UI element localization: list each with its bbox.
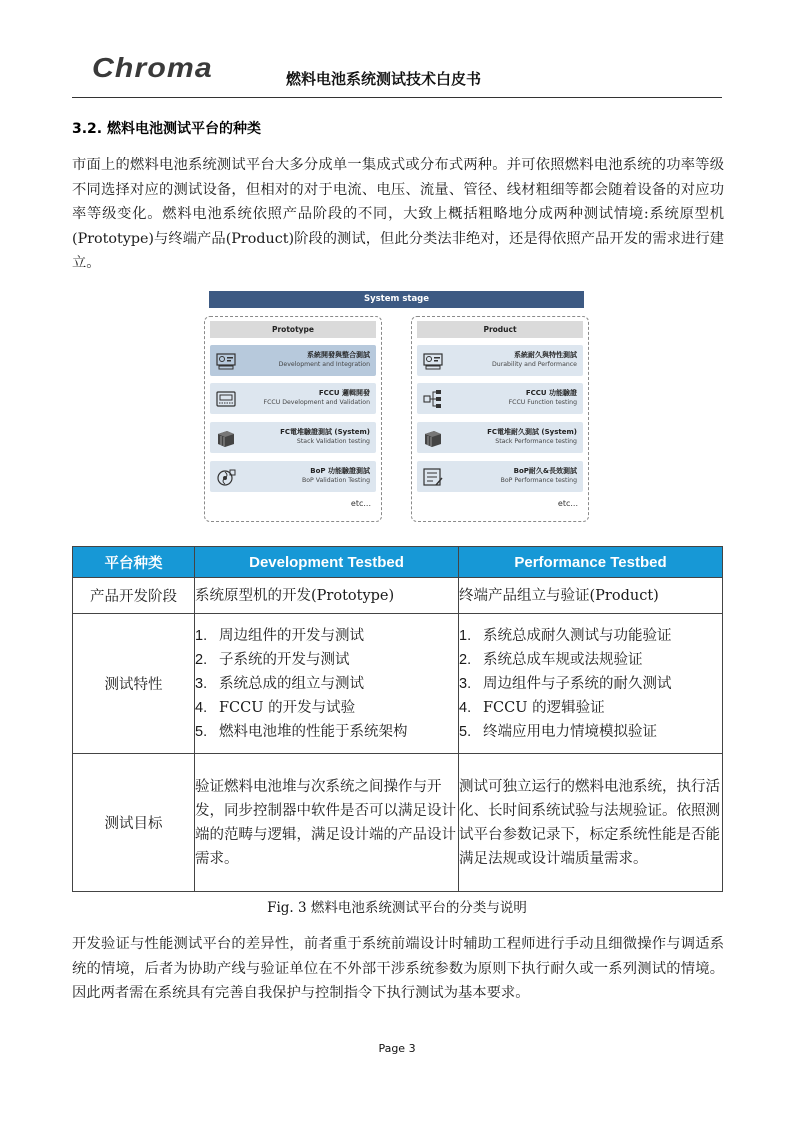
card-fccu-function xyxy=(417,383,583,414)
section-heading: 3.2. 燃料电池测试平台的种类 xyxy=(72,121,261,137)
fuel-stack-icon xyxy=(215,427,237,449)
figure-caption: Fig. 3 燃料电池系统测试平台的分类与说明 xyxy=(267,900,527,916)
card-subtitle: Stack Validation testing xyxy=(296,438,370,445)
list-item: 3. 周边组件与子系统的耐久测试 xyxy=(459,675,672,692)
card-bop-performance xyxy=(417,461,583,492)
closing-paragraph: 开发验证与性能测试平台的差异性，前者重于系统前端设计时辅助工程师进行手动且细微操作与调适系统的情境，后者为协助产线与验证单位在不外部干涉系统参数为原则下执行耐久或一系列测试的情境。因此两者需在系统具有完善自我保护与控制指令下执行测试为基本要求。 xyxy=(72,936,724,1001)
table-header-performance: Performance Testbed xyxy=(459,547,723,578)
intro-paragraph: 市面上的燃料电池系统测试平台大多分成单一集成式或分布式两种。并可依照燃料电池系统的功率等级不同选择对应的测试设备，但相对的对于电流、电压、流量、管径、线材粗细等都会随着设备的对应功率等级变化。燃料电池系统依照产品阶段的不同，大致上概括粗略地分成两种测试情境:系统原型机(Prototype)与终端产品(Product)阶段的测试，但此分类法非绝对，还是得依照产品开发的需求进行建立。 xyxy=(72,157,724,271)
card-stack-performance xyxy=(417,422,583,453)
card-title: BoP耐久&長效測試 xyxy=(513,467,577,475)
card-fccu-development xyxy=(210,383,376,414)
prototype-header: Prototype xyxy=(210,321,376,338)
test-bench-icon xyxy=(422,350,444,372)
table-cell xyxy=(459,614,723,754)
table-cell: 终端产品组立与验证(Product) xyxy=(459,578,723,614)
prototype-column xyxy=(204,316,382,522)
row-label: 产品开发阶段 xyxy=(73,578,195,614)
card-bop-validation xyxy=(210,461,376,492)
card-subtitle: Durability and Performance xyxy=(492,361,577,368)
list-item: 5. 终端应用电力情境模拟验证 xyxy=(459,723,657,740)
row-label: 测试特性 xyxy=(73,614,195,754)
header-divider xyxy=(72,97,722,98)
etc-label: etc... xyxy=(350,499,371,508)
checklist-icon xyxy=(422,466,444,488)
network-icon xyxy=(422,388,444,410)
card-title: FC電堆耐久測試 (System) xyxy=(487,428,577,436)
card-subtitle: FCCU Development and Validation xyxy=(263,399,370,406)
card-title: FC電堆驗證測試 (System) xyxy=(280,428,370,436)
card-development-integration xyxy=(210,345,376,376)
testbed-comparison-table xyxy=(72,546,723,892)
system-stage-diagram xyxy=(200,290,594,522)
product-header: Product xyxy=(417,321,583,338)
list-item: 3. 系统总成的组立与测试 xyxy=(195,675,364,692)
table-row xyxy=(73,754,723,892)
test-bench-icon xyxy=(215,350,237,372)
list-item: 4. FCCU 的逻辑验证 xyxy=(459,699,605,716)
page-number: Page 3 xyxy=(378,1042,416,1055)
card-subtitle: FCCU Function testing xyxy=(508,399,577,406)
card-stack-validation xyxy=(210,422,376,453)
etc-label: etc... xyxy=(557,499,578,508)
document-title: 燃料电池系统测试技术白皮书 xyxy=(286,70,482,88)
card-subtitle: BoP Validation Testing xyxy=(302,477,370,484)
card-title: FCCU 功能驗證 xyxy=(525,389,577,397)
card-subtitle: Development and Integration xyxy=(278,361,370,368)
card-title: BoP 功能驗證測試 xyxy=(310,467,370,475)
table-cell: 测试可独立运行的燃料电池系统，执行活化、长时间系统试验与法规验证。依照测试平台参数记录下，标定系统性能是否能满足法规或设计端质量需求。 xyxy=(459,754,723,892)
list-item: 4. FCCU 的开发与试验 xyxy=(195,699,356,716)
list-item: 1. 周边组件的开发与测试 xyxy=(195,627,364,644)
list-item: 1. 系统总成耐久测试与功能验证 xyxy=(459,627,672,644)
table-cell xyxy=(195,614,459,754)
list-item: 2. 子系统的开发与测试 xyxy=(195,651,350,668)
product-column xyxy=(411,316,589,522)
card-title: FCCU 邏輯開發 xyxy=(318,389,370,397)
chroma-logo: Chroma xyxy=(92,52,213,83)
card-subtitle: BoP Performance testing xyxy=(500,477,577,484)
list-item: 2. 系统总成车规或法规验证 xyxy=(459,651,643,668)
card-title: 系統開發與整合測試 xyxy=(307,351,370,359)
system-stage-bar: System stage xyxy=(209,291,584,308)
table-header-development: Development Testbed xyxy=(195,547,459,578)
controller-icon xyxy=(215,388,237,410)
table-header-platform: 平台种类 xyxy=(73,547,195,578)
blower-icon xyxy=(215,466,237,488)
table-row xyxy=(73,614,723,754)
table-row xyxy=(73,578,723,614)
fuel-stack-icon xyxy=(422,427,444,449)
card-durability-performance xyxy=(417,345,583,376)
list-item: 5. 燃料电池堆的性能于系统架构 xyxy=(195,723,408,740)
card-subtitle: Stack Performance testing xyxy=(495,438,577,445)
table-header-row xyxy=(73,547,723,578)
table-cell: 系统原型机的开发(Prototype) xyxy=(195,578,459,614)
table-cell: 验证燃料电池堆与次系统之间操作与开发，同步控制器中软件是否可以满足设计端的范畴与逻辑，满足设计端的产品设计需求。 xyxy=(195,754,459,892)
row-label: 测试目标 xyxy=(73,754,195,892)
card-title: 系統耐久與特性測試 xyxy=(514,351,577,359)
